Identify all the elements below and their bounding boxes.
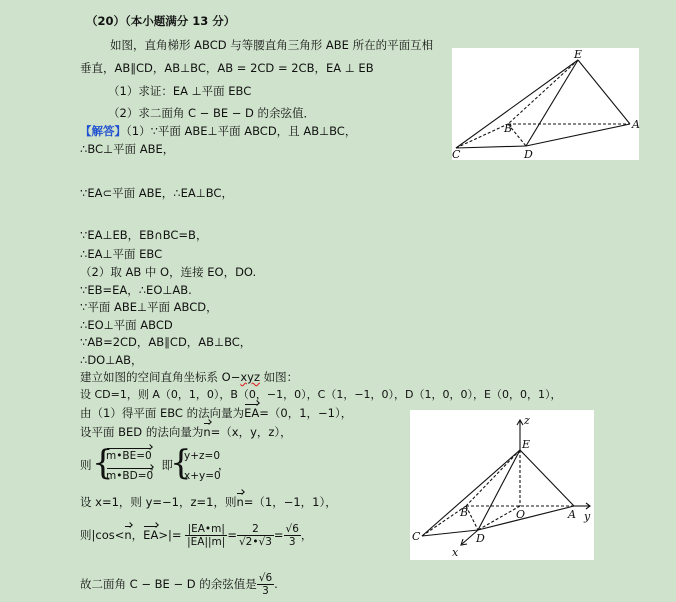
system2-row2: x+y=0 [184, 470, 221, 482]
answer-line-10: ∵AB=2CD，AB∥CD，AB⊥BC， [80, 335, 252, 349]
fig2-label-c: C [412, 530, 421, 543]
fig2-label-d: D [476, 532, 485, 545]
cos-prefix: 则|cos< [80, 528, 125, 542]
cos-comma: ， [131, 528, 144, 542]
fig1-label-c: C [452, 148, 461, 161]
fig2-label-x: x [452, 546, 459, 559]
vector-ea: EA [244, 406, 260, 420]
answer-line-7: ∵EB=EA，∴EO⊥AB. [80, 283, 192, 297]
cos-end: ， [300, 528, 313, 542]
problem-header: （20）（本小题满分 13 分） [86, 14, 236, 28]
frac1-num: |EA•m| [185, 523, 227, 536]
figure-1 [452, 48, 639, 160]
set-x-text: 设 x=1，则 y=−1，z=1，则 [80, 495, 237, 509]
final-den: 3 [262, 585, 269, 597]
eq-1: = [227, 528, 237, 542]
eq-2: = [273, 528, 284, 542]
brace-1: { [92, 443, 114, 483]
sys1-r2-text: m•BD=0 [106, 470, 154, 482]
answer-text-1: （1）∵平面 ABE⊥平面 ABCD，且 AB⊥BC， [126, 124, 357, 138]
fig2-label-z: z [524, 414, 530, 427]
normal-value: =（0，1，−1）， [259, 406, 353, 420]
problem-line-2: 垂直，AB∥CD，AB⊥BC，AB = 2CD = 2CB，EA ⊥ EB [80, 61, 374, 75]
fig1-label-e: E [574, 48, 583, 61]
answer-line-4: ∵EA⊥EB，EB∩BC=B， [80, 228, 208, 242]
system1-row2 [106, 470, 153, 482]
coord-text: 建立如图的空间直角坐标系 O− [80, 370, 241, 384]
vector-n-3: n [124, 528, 132, 542]
answer-line-17 [80, 495, 337, 509]
fig1-label-b: B [504, 122, 513, 135]
answer-line-1 [80, 124, 356, 138]
system-mid: ，即 [150, 458, 173, 472]
final-num: √6 [258, 572, 273, 584]
brace-2: { [170, 443, 192, 483]
frac-2 [237, 523, 274, 548]
answer-line-9: ∴EO⊥平面 ABCD [80, 318, 173, 332]
final-text: 故二面角 C − BE − D 的余弦值是 [80, 577, 257, 591]
answer-tag: 【解答】 [80, 124, 126, 138]
frac2-num: 2 [237, 523, 274, 536]
figure-2-svg [410, 410, 594, 560]
answer-line-18 [80, 523, 312, 548]
answer-line-13: 设 CD=1，则 A（0，1，0），B（0，−1，0），C（1，−1，0），D（1，0，0），E（0，0，1）， [80, 388, 562, 401]
vector-n-2: n [236, 495, 244, 509]
vector-ea-2: EA [143, 528, 159, 542]
frac3-den: 3 [288, 536, 296, 548]
normal-value-2: =（x，y，z）， [210, 425, 292, 439]
figure-2 [410, 410, 594, 560]
fig2-label-y: y [584, 510, 591, 523]
final-end: . [274, 577, 278, 591]
frac-3 [284, 523, 301, 548]
fig1-label-d: D [524, 148, 533, 161]
fig2-label-e: E [522, 438, 531, 451]
normal-text: 由（1）得平面 EBC 的法向量为 [80, 406, 245, 420]
system-prefix: 则 [80, 458, 92, 472]
answer-line-12 [80, 370, 298, 384]
system-post: ， [218, 458, 230, 472]
frac1-den: |EA||m| [187, 536, 226, 548]
n-value: =（1，−1，1）， [243, 495, 337, 509]
vector-n: n [203, 425, 211, 439]
fig1-label-a: A [632, 118, 640, 131]
sys1-r1-text: m•BE=0 [106, 450, 152, 462]
xyz-label: xyz [240, 370, 260, 384]
question-2: （2）求二面角 C − BE − D 的余弦值． [108, 106, 316, 120]
answer-line-3: ∵EA⊂平面 ABE，∴EA⊥BC， [80, 186, 233, 200]
answer-line-19 [80, 572, 278, 597]
question-1: （1）求证：EA ⊥平面 EBC [108, 84, 252, 98]
normal-text-2: 设平面 BED 的法向量为 [80, 425, 204, 439]
frac-1 [185, 523, 227, 548]
fig2-label-o: O [516, 508, 526, 521]
answer-line-5: ∴EA⊥平面 EBC [80, 247, 163, 261]
answer-line-6: （2）取 AB 中 O，连接 EO，DO. [80, 265, 257, 279]
answer-line-14 [80, 406, 352, 420]
answer-line-15 [80, 425, 292, 439]
fig2-label-b: B [460, 506, 469, 519]
problem-line-1: 如图，直角梯形 ABCD 与等腰直角三角形 ABE 所在的平面互相 [110, 38, 434, 52]
figure-1-svg [452, 48, 639, 160]
answer-line-2: ∴BC⊥平面 ABE， [80, 142, 175, 156]
answer-line-11: ∴DO⊥AB， [80, 353, 143, 367]
system1-row1 [106, 450, 152, 462]
frac2-den: √2•√3 [238, 536, 272, 548]
fig2-label-a: A [568, 508, 576, 521]
system2-row1: y+z=0 [184, 450, 221, 462]
cos-eq: >|= [158, 528, 182, 542]
coord-text-end: 如图： [260, 370, 299, 384]
final-frac [257, 572, 274, 597]
answer-line-8: ∵平面 ABE⊥平面 ABCD， [80, 300, 218, 314]
frac3-num: √6 [285, 523, 299, 535]
